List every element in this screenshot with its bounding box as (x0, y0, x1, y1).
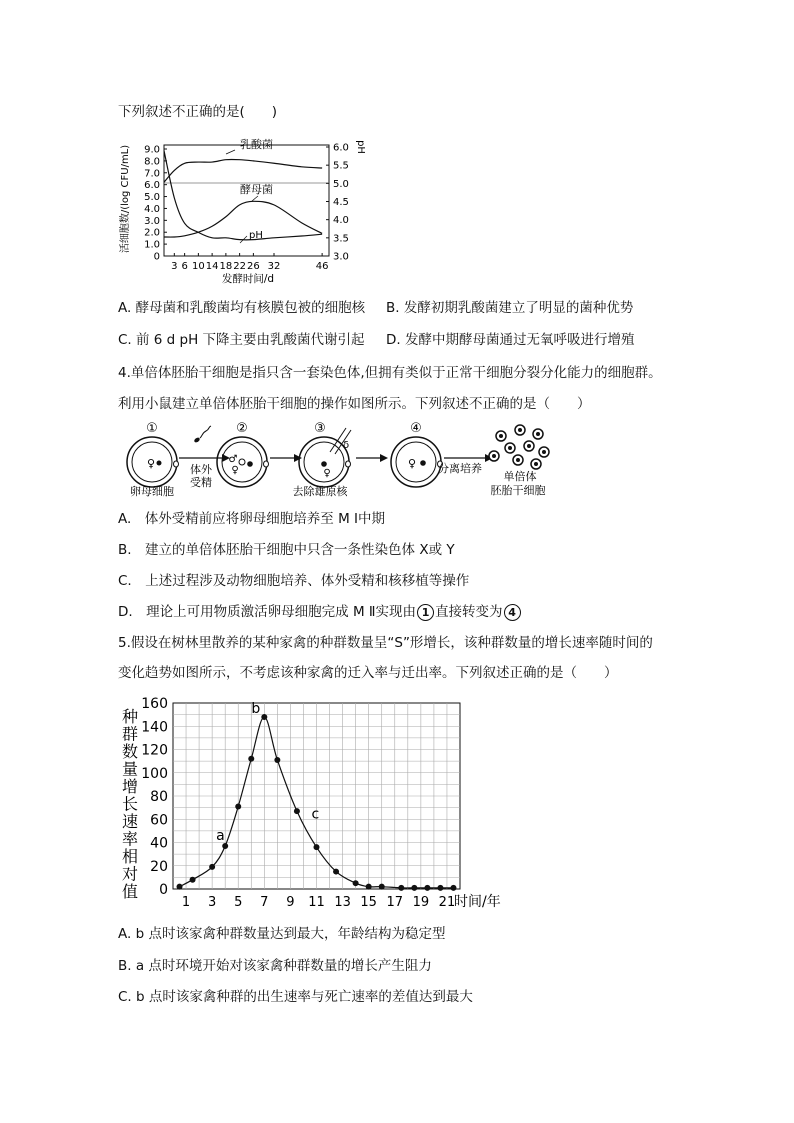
svg-text:群: 群 (121, 724, 139, 744)
q5-option-c[interactable]: C. b 点时该家禽种群的出生速率与死亡速率的差值达到最大 (118, 989, 473, 1005)
data-point (366, 884, 372, 890)
svg-text:♀: ♀ (323, 468, 331, 479)
q4-option-d-text1: D. 理论上可用物质激活卵母细胞完成 M Ⅱ实现由 (118, 604, 417, 620)
x-tick-label: 9 (286, 895, 295, 910)
q4-option-a[interactable]: A. 体外受精前应将卵母细胞培养至 M Ⅰ中期 (118, 511, 386, 527)
x-tick-label: 19 (412, 895, 430, 910)
data-point (314, 844, 320, 850)
point-label-a: a (216, 827, 225, 844)
x-tick-label: 13 (334, 895, 351, 910)
circled-4: 4 (504, 604, 521, 621)
right-tick-label: 5.0 (333, 178, 349, 190)
x-tick-label: 18 (219, 261, 233, 272)
x-tick-label: 5 (234, 895, 243, 910)
data-point (437, 885, 443, 891)
y-tick-label: 140 (141, 719, 168, 736)
q3-stem: 下列叙述不正确的是( ) (118, 104, 278, 120)
right-tick-label: 3.0 (333, 251, 349, 263)
right-tick-label: 3.5 (333, 233, 349, 245)
data-point (294, 808, 300, 814)
left-tick-label: 3.0 (144, 215, 160, 227)
y-tick-label: 0 (159, 882, 168, 898)
sperm-icon (193, 426, 211, 443)
q4-option-d[interactable] (118, 603, 522, 621)
right-tick-label: 4.5 (333, 197, 349, 208)
fermentation-chart (118, 135, 368, 300)
label-ph-curve: pH (249, 230, 263, 241)
label-remove-male-pronucleus: 去除雄原核 (292, 485, 348, 498)
data-point (411, 885, 417, 891)
q3-option-c[interactable]: C. 前 6 d pH 下降主要由乳酸菌代谢引起 (118, 332, 365, 348)
label-ivf-1: 体外 (190, 463, 212, 476)
left-tick-label: 5.0 (144, 192, 160, 204)
point-label-b: b (251, 700, 261, 717)
svg-text:速: 速 (121, 812, 139, 831)
y-tick-label: 80 (150, 789, 168, 805)
q4-stem-line2: 利用小鼠建立单倍体胚胎干细胞的操作如图所示。下列叙述不正确的是（ ） (118, 396, 591, 412)
q5-option-a[interactable]: A. b 点时该家禽种群数量达到最大，年龄结构为稳定型 (118, 926, 446, 942)
y-tick-label: 120 (141, 742, 168, 759)
q4-option-b[interactable]: B. 建立的单倍体胚胎干细胞中只含一条性染色体 X或 Y (118, 542, 455, 558)
y-tick-label: 60 (150, 812, 168, 829)
y-tick-label: 100 (141, 765, 168, 782)
y-tick-label: 40 (150, 835, 168, 852)
x-tick-label: 3 (171, 261, 178, 272)
left-tick-label: 0 (153, 251, 160, 263)
q4-option-d-text2: 直接转变为 (435, 604, 503, 620)
left-tick-label: 6.0 (144, 180, 160, 192)
q4-option-c[interactable]: C. 上述过程涉及动物细胞培养、体外受精和核移植等操作 (118, 573, 470, 589)
left-tick-label: 7.0 (144, 168, 160, 180)
enucleation-egg (299, 428, 351, 487)
svg-text:δ: δ (343, 440, 350, 451)
label-oocyte: 卵母细胞 (130, 485, 174, 498)
svg-text:增: 增 (121, 777, 139, 796)
step-4-marker: ④ (410, 421, 422, 436)
svg-text:♀: ♀ (146, 457, 156, 470)
data-point (235, 803, 241, 809)
oocyte-cell (127, 437, 179, 487)
right-tick-label: 5.5 (333, 160, 349, 172)
q5-option-b[interactable]: B. a 点时环境开始对该家禽种群数量的增长产生阻力 (118, 958, 432, 974)
x-tick-label: 22 (233, 261, 246, 272)
fermentation-xlabel: 发酵时间/d (221, 273, 275, 285)
right-tick-label: 4.0 (333, 215, 349, 227)
x-tick-label: 11 (308, 895, 325, 910)
data-point (177, 884, 183, 890)
data-point (261, 714, 267, 720)
growth-ylabel (122, 707, 138, 901)
svg-text:率: 率 (121, 829, 139, 849)
y-tick-label: 20 (150, 858, 168, 875)
svg-text:数: 数 (121, 742, 139, 761)
svg-text:值: 值 (121, 882, 139, 901)
x-tick-label: 26 (247, 261, 260, 272)
right-tick-label: 6.0 (333, 142, 349, 154)
left-tick-label: 4.0 (144, 203, 160, 215)
growth-xlabel: 时间/年 (454, 894, 501, 910)
left-tick-label: 8.0 (144, 156, 160, 168)
series-line-count (164, 159, 322, 182)
svg-text:长: 长 (121, 794, 139, 814)
data-point (450, 885, 456, 891)
step-2-marker: ② (236, 421, 248, 436)
x-tick-label: 6 (181, 261, 188, 272)
x-tick-label: 17 (386, 895, 404, 910)
x-tick-label: 1 (181, 895, 191, 910)
data-point (353, 880, 359, 886)
svg-text:♀: ♀ (407, 457, 417, 470)
y-tick-label: 160 (141, 696, 168, 712)
step-1-marker: ① (146, 421, 158, 436)
svg-text:对: 对 (121, 864, 139, 884)
svg-text:相: 相 (121, 847, 139, 866)
x-tick-label: 10 (192, 261, 205, 272)
q4-stem-line1: 4.单倍体胚胎干细胞是指只含一套染色体,但拥有类似于正常干细胞分裂分化能力的细胞群。 (118, 365, 662, 381)
q5-stem-line2: 变化趋势如图所示，不考虑该种家禽的迁入率与迁出率。下列叙述正确的是（ ） (118, 665, 618, 681)
data-point (209, 864, 215, 870)
data-point (398, 885, 404, 891)
data-point (274, 757, 280, 763)
left-tick-label: 2.0 (144, 227, 160, 239)
step-3-marker: ③ (314, 421, 326, 436)
label-isolation-culture: 分离培养 (438, 462, 482, 475)
data-point (248, 756, 254, 762)
svg-text:种: 种 (121, 707, 139, 726)
svg-text:量: 量 (121, 759, 139, 779)
series-line-count (164, 201, 322, 237)
label-ivf-2: 受精 (190, 476, 212, 489)
data-point (379, 884, 385, 890)
data-point (333, 869, 339, 875)
label-yeast: 酵母菌 (240, 183, 273, 196)
q3-option-a[interactable]: A. 酵母菌和乳酸菌均有核膜包被的细胞核 (118, 300, 366, 316)
haploid-egg (391, 437, 443, 487)
x-tick-label: 32 (267, 261, 281, 272)
haploid-esc-cluster (489, 425, 549, 469)
x-tick-label: 15 (360, 895, 377, 910)
circled-1: 1 (417, 604, 434, 621)
label-lactic-bacteria: 乳酸菌 (240, 138, 273, 151)
label-esc: 胚胎干细胞 (490, 484, 546, 497)
svg-text:♀: ♀ (231, 465, 239, 476)
growth-rate-chart (118, 690, 518, 915)
left-tick-label: 1.0 (144, 239, 160, 251)
x-tick-label: 46 (315, 261, 329, 272)
svg-text:♂: ♂ (228, 454, 238, 465)
label-haploid: 单倍体 (503, 470, 537, 483)
x-tick-label: 7 (260, 895, 269, 910)
fertilized-egg (217, 437, 269, 487)
q3-option-b[interactable]: B. 发酵初期乳酸菌建立了明显的菌种优势 (386, 300, 634, 316)
q3-option-d[interactable]: D. 发酵中期酵母菌通过无氧呼吸进行增殖 (386, 332, 635, 348)
q5-stem-line1: 5.假设在树林里散养的某种家禽的种群数量呈“S”形增长，该种群数量的增长速率随时间的 (118, 635, 653, 651)
x-tick-label: 3 (207, 895, 217, 910)
fermentation-ylabel-right: pH (355, 140, 366, 154)
left-tick-label: 9.0 (144, 144, 160, 156)
x-tick-label: 14 (205, 261, 219, 272)
data-point (424, 885, 430, 891)
point-label-c: c (311, 806, 320, 823)
fermentation-ylabel-left: 活细胞数/(log CFU/mL) (120, 144, 131, 254)
data-point (190, 877, 196, 883)
x-tick-label: 21 (438, 895, 456, 910)
haploid-esc-diagram (118, 418, 578, 500)
